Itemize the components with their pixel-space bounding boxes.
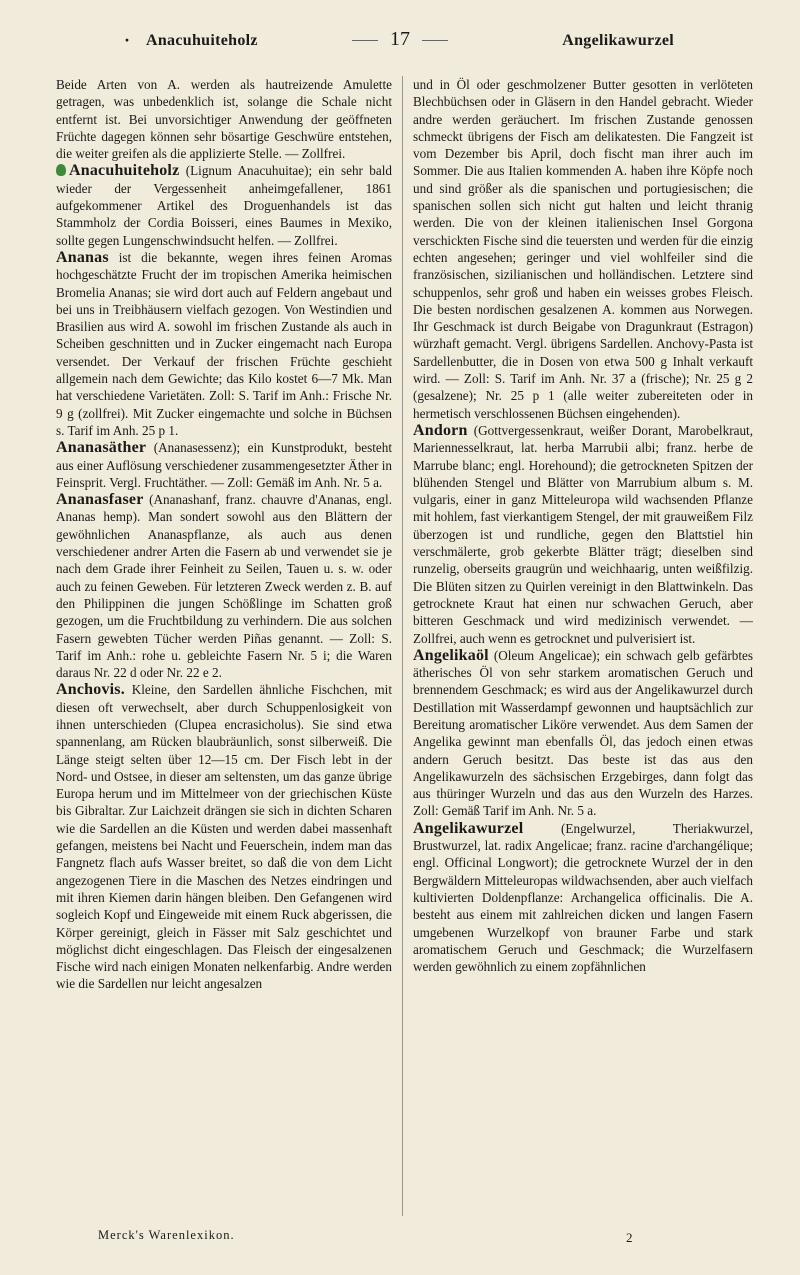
green-marker-icon <box>56 164 66 176</box>
entry-text: ist die bekannte, wegen ihres feinen Aromas hochgeschätzte Frucht der im tropischen Amerika heimischen Bromelia Ananas; sie wird dort auch auf Feldern angebaut und bei uns in Treibhäusern vielfach gezogen. Von Westindien und Brasilien aus wird A. sowohl im frischen Zustande als auch in Scheiben geschnitten und in Zucker eingemacht nach Europa versendet. Der Verkauf der frischen Früchte geschieht allgemein nach dem Gewichte; das Kilo kostet 6—7 Mk. Man hat verschiedene Varietäten. Zoll: S. Tarif im Anh.: Frische Nr. 9 g (zollfrei). Mit Zucker eingemachte und solche in Büchsen s. Tarif im Anh. 25 p 1. <box>56 249 392 438</box>
entry-text: (Ananashanf, franz. chauvre d'Ananas, engl. Ananas hemp). Man sondert sowohl aus den Blättern der gewöhnlichen Ananaspflanze, als auch aus denen verschiedener andrer Arten die Fasern ab und verwendet sie je nach dem Grade ihrer Feinheit zu Seilen, Tauen u. s. w. oder auch zu feinen Geweben. Für letzteren Zweck werden z. B. auf den Philippinen die jungen Schößlinge im Schatten groß gezogen, um die Fruchtbildung zu verhindern. Die aus solchen Fasern gewebten Tücher werden Piñas genannt. — Zoll: S. Tarif im Anh.: rohe u. gebleichte Fasern Nr. 5 i; die Waren daraus Nr. 22 d oder Nr. 22 e 2. <box>56 492 392 681</box>
entry-text: Kleine, den Sardellen ähnliche Fischchen, mit diesen oft verwechselt, aber durch Schuppenlosigkeit von ihnen unterschieden (Clupea encrasicholus). Sie sind etwa spannenlang, am Rücken blaubräunlich, sonst silberweiß. Die Länge steigt selten über 12—15 cm. Der Fisch lebt in der Nord- und Ostsee, in dieser am seltensten, um das ganze übrige Europa herum und im Mittelmeer von der griechischen Küste bis Gibraltar. Zur Laichzeit drängen sie sich in dichten Scharen wie die Sardellen an die Küsten und werden dabei massenhaft gefangen, meistens bei Nacht und Feuerschein, indem man das Fangnetz flach aufs Wasser breitet, so daß die von dem Licht angezogenen Tiere in die Maschen des Netzes eindringen und mit ihren Kiemen darin hängen bleiben. Den Gefangenen wird sogleich Kopf und Eingeweide mit einem Ruck abgerissen, die Körper gereinigt, gleich in Fässer mit Salz geschichtet und möglichst dicht eingeschlagen. Das Fleisch der eingesalzenen Fische wird nach einigen Monaten nelkenfarbig. Andre werden wie die Sardellen nur leicht angesalzen <box>56 682 392 992</box>
entry-text: und in Öl oder geschmolzener Butter gesotten in verlöteten Blechbüchsen oder in Gläsern in den Handel gebracht. Wieder andre werden geräuchert. Im frischen Zustande genossen schmeckt übrigens der Fisch am delikatesten. Die Fangzeit ist vom Dezember bis April, doch fischt man ihrer auch im Sommer. Die aus Italien kommenden A. haben ihre Köpfe noch und sind größer als die spanischen und portugiesischen; die spanischen sollen sich nicht gut halten und leicht thranig werden. Die von der kleinen italienischen Insel Gorgona verschickten Fische sind die teuersten und werden für die einzig echten angesehen; geringer und viel wohlfeiler sind die französischen, sizilianischen und holländischen. Letztere sind schuppenlos, sehr groß und haben ein weisses grobes Fleisch. Die besten nordischen gesalzenen A. kommen aus Norwegen. Ihr Geschmack ist durch Beigabe von Dragunkraut (Estragon) würzhaft gemacht. Vergl. übrigens Sardellen. Anchovy-Pasta ist Sardellenbutter, die in Dosen von etwa 500 g Inhalt verkauft wird. — Zoll: S. Tarif im Anh. Nr. 37 a (frische); Nr. 25 g 2 (gesalzene); Nr. 25 p 1 (alle weiter zubereiteten oder in hermetisch verschlossenen Büchsen eingehenden). <box>413 77 753 421</box>
entry-text: (Engelwurzel, Theriakwurzel, Brustwurzel, lat. radix Angelicae; franz. racine d'archangélique; engl. Officinal Longwort); die getrocknete Wurzel der in den Bergwäldern Mitteleuropas wildwachsenden, aber auch vielfach kultivierten Doldenpflanze: Archangelica officinalis. Die A. besteht aus einem mit zahlreichen dicken und langen Fasern umgebenen Wurzelkopf von brauner Farbe und stark aromatischem Geruch und Geschmack; die Wurzelfasern werden gewöhnlich zu einem zopfähnlichen <box>413 820 753 975</box>
entry-text: (Ananasessenz); ein Kunstprodukt, besteht aus einer Auflösung verschiedener zusammengesetzter Äther in Feinsprit. Vergl. Fruchtäther. — Zoll: Gemäß im Anh. Nr. 5 a. <box>56 440 392 490</box>
entry-headword: Angelikawurzel <box>413 819 524 837</box>
column-divider <box>402 76 403 1216</box>
entry-headword: Angelikaöl <box>413 646 489 664</box>
entry-paragraph <box>413 422 753 647</box>
entry-paragraph <box>413 76 753 422</box>
entry-text: (Gottvergessenkraut, weißer Dorant, Marobelkraut, Mariennesselkraut, lat. herba Marrubii albi; franz. herbe de Marrube blanc; engl. Horehound); die getrockneten Spitzen der blühenden Stengel und Blätter von Marrubium album s. M. vulgaris, einer in ganz Mitteleuropa wild wachsenden Pflanze mit hohlem, fast vierkantigem Stengel, der mit grauweißem Filz überzogen ist und rundliche, gegen den Blattstiel hin verschmälerte, grob gekerbte Blätter trägt; dieselben sind runzelig, oberseits graugrün und weichhaarig, unten weißfilzig. Die Blüten sitzen zu Quirlen vereinigt in den Blattwinkeln. Das getrocknete Kraut hat einen nur schwachen Geruch, aber bitteren Geschmack und wird medizinisch verwendet. — Zollfrei, auch wenn es getrocknet und pulverisiert ist. <box>413 422 753 646</box>
entry-headword: Andorn <box>413 421 468 439</box>
entry-headword: Anchovis. <box>56 681 125 699</box>
entry-paragraph <box>413 820 753 976</box>
entry-paragraph <box>413 647 753 820</box>
page-number: 17 <box>390 28 410 50</box>
right-column <box>413 76 753 975</box>
entry-text: (Oleum Angelicae); ein schwach gelb gefärbtes ätherisches Öl von sehr starkem aromatischen Geruch und brennendem Geschmack; es wird aus der Angelikawurzel durch Destillation mit Wasserdampf gewonnen und hauptsächlich zur Bereitung aromatischer Liköre verwendet. Aus dem Samen der Angelika gewinnt man ebenfalls Öl, das jedoch einen etwas andern Geruch besitzt. Das beste ist das aus den Angelikawurzeln des sächsischen Erzgebirges, dann folgt das aus thüringer Wurzeln und das aus den Wurzeln des Harzes. Zoll: Gemäß Tarif im Anh. Nr. 5 a. <box>413 647 753 819</box>
entry-paragraph <box>56 76 392 162</box>
entry-paragraph <box>56 249 392 439</box>
entry-paragraph <box>56 162 392 248</box>
running-header <box>56 30 744 56</box>
entry-headword: Ananasfaser <box>56 491 144 509</box>
entry-headword: Anacuhuiteholz <box>69 162 180 180</box>
entry-headword: Ananasäther <box>56 439 147 457</box>
left-column <box>56 76 392 993</box>
entry-paragraph <box>56 439 392 491</box>
entry-text: Beide Arten von A. werden als hautreizende Amulette getragen, was unbedenklich ist, solange die Schale nicht entfernt ist. Bei unvorsichtiger Anwendung der geöffneten Früchte dagegen können sehr bösartige Geschwüre entstehen, die weiter greifen als die applizierte Stelle. — Zollfrei. <box>56 77 392 162</box>
entry-headword: Ananas <box>56 248 109 266</box>
entry-paragraph <box>56 681 392 992</box>
footer-signature-number: 2 <box>626 1230 633 1245</box>
entry-text: (Lignum Anacuhuitae); ein sehr bald wieder der Vergessenheit anheimgefallener, 1861 aufgekommener Artikel des Droguenhandels ist das Stammholz der Cordia Boisseri, eines Baumes in Mexiko, sollte gegen Lungenschwindsucht helfen. — Zollfrei. <box>56 163 392 248</box>
header-left-keyword: · Anacuhuiteholz <box>146 32 258 50</box>
header-right-keyword: Angelikawurzel <box>562 32 674 49</box>
footer-publication: Merck's Warenlexikon. <box>98 1228 235 1242</box>
entry-paragraph <box>56 491 392 681</box>
